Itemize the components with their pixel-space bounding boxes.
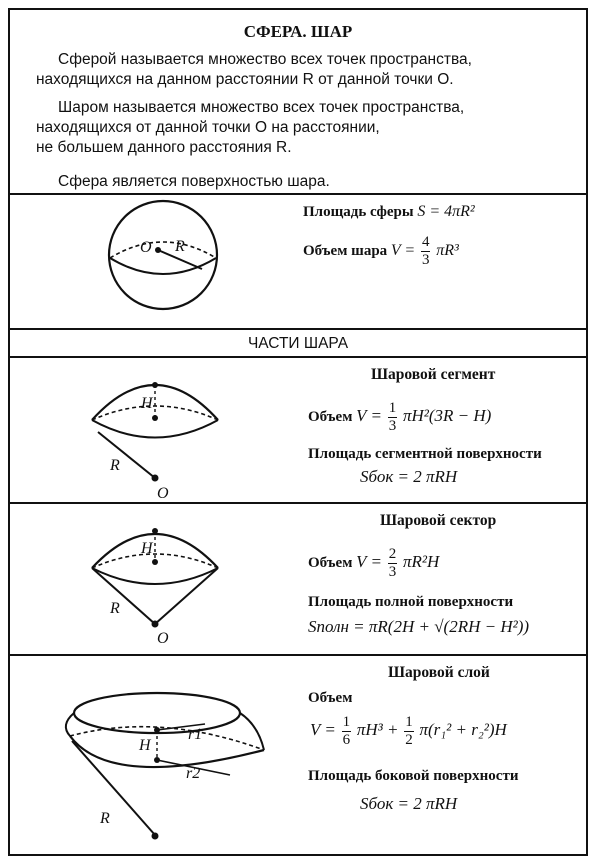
- sphere-def-line-2: находящихся на данном расстоянии R от данной точки O.: [36, 71, 454, 88]
- ball-def-line-2: находящихся от данной точки O на расстоянии,: [36, 119, 380, 136]
- sector-o-label: O: [157, 630, 169, 647]
- sector-volume-num: 2: [388, 546, 397, 562]
- layer-num2: 1: [405, 714, 413, 730]
- segment-o-label: O: [157, 485, 169, 502]
- sphere-volume-lhs: V =: [390, 241, 416, 259]
- segment-heading: Шаровой сегмент: [371, 366, 496, 383]
- layer-r2-label: r2: [186, 765, 201, 782]
- ball-def-line-1: Шаром называется множество всех точек пространства,: [58, 99, 465, 116]
- segment-h-label: H: [141, 395, 153, 412]
- layer-den1: 6: [342, 732, 351, 748]
- layer-r1-label: r1: [188, 726, 203, 743]
- segment-volume-den: 3: [388, 418, 397, 434]
- segment-area-formula: Sбок = 2 πRH: [360, 467, 458, 486]
- ball-def-line-3: не большем данного расстояния R.: [36, 139, 292, 156]
- layer-part2: π(r₁² + r₂²)H: [419, 719, 507, 739]
- layer-volume-label: [308, 690, 352, 707]
- layer-heading: Шаровой слой: [388, 664, 490, 681]
- sector-volume-rest: πR²H: [402, 551, 440, 571]
- surface-note: Сфера является поверхностью шара.: [58, 173, 330, 190]
- sphere-def-line-1: Сферой называется множество всех точек пространства,: [58, 51, 472, 68]
- sector-volume-lhs: V =: [356, 551, 382, 571]
- segment-volume-num: 1: [388, 400, 397, 416]
- sector-heading: Шаровой сектор: [380, 512, 497, 529]
- layer-area-label-text: Площадь боковой поверхности: [308, 768, 519, 784]
- sphere-volume-den: 3: [421, 252, 430, 268]
- sector-h-label: H: [141, 540, 153, 557]
- layer-h-label: H: [139, 737, 151, 754]
- layer-r-label: R: [100, 810, 110, 827]
- sector-volume-den: 3: [388, 564, 397, 580]
- segment-area-label-text: Площадь сегментной поверхности: [308, 446, 542, 462]
- sphere-center-label: O: [140, 239, 152, 256]
- layer-volume-label-text: Объем: [308, 690, 353, 706]
- segment-volume-lhs: V =: [356, 405, 382, 425]
- segment-volume-rest: πH²(3R − H): [402, 405, 492, 425]
- sphere-area-formula: S = 4πR²: [417, 203, 475, 220]
- sphere-volume-label: Объем шара: [303, 242, 388, 259]
- sector-volume-label: Объем: [308, 554, 353, 571]
- parts-title: ЧАСТИ ШАРА: [247, 335, 349, 352]
- page-title: СФЕРА. ШАР: [243, 22, 353, 41]
- sphere-volume-rest: πR³: [436, 241, 459, 259]
- sphere-area-label: Площадь сферы: [303, 204, 414, 220]
- segment-volume-label: Объем: [308, 408, 353, 425]
- sector-r-label: R: [110, 600, 120, 617]
- layer-volume-formula: [310, 714, 507, 749]
- layer-area-formula: Sбок = 2 πRH: [360, 794, 458, 813]
- layer-num1: 1: [342, 714, 351, 730]
- layer-den2: 2: [405, 732, 413, 748]
- sector-area-label-text: Площадь полной поверхности: [308, 594, 514, 610]
- sphere-radius-label: R: [175, 238, 185, 255]
- sphere-volume-num: 4: [421, 234, 430, 250]
- sector-area-formula: Sполн = πR(2H + √(2RH − H²)): [308, 617, 530, 636]
- layer-part1: πH³ +: [356, 719, 399, 739]
- layer-volume-lhs: V =: [310, 719, 336, 739]
- layer-area-label: [308, 768, 518, 785]
- segment-r-label: R: [110, 457, 120, 474]
